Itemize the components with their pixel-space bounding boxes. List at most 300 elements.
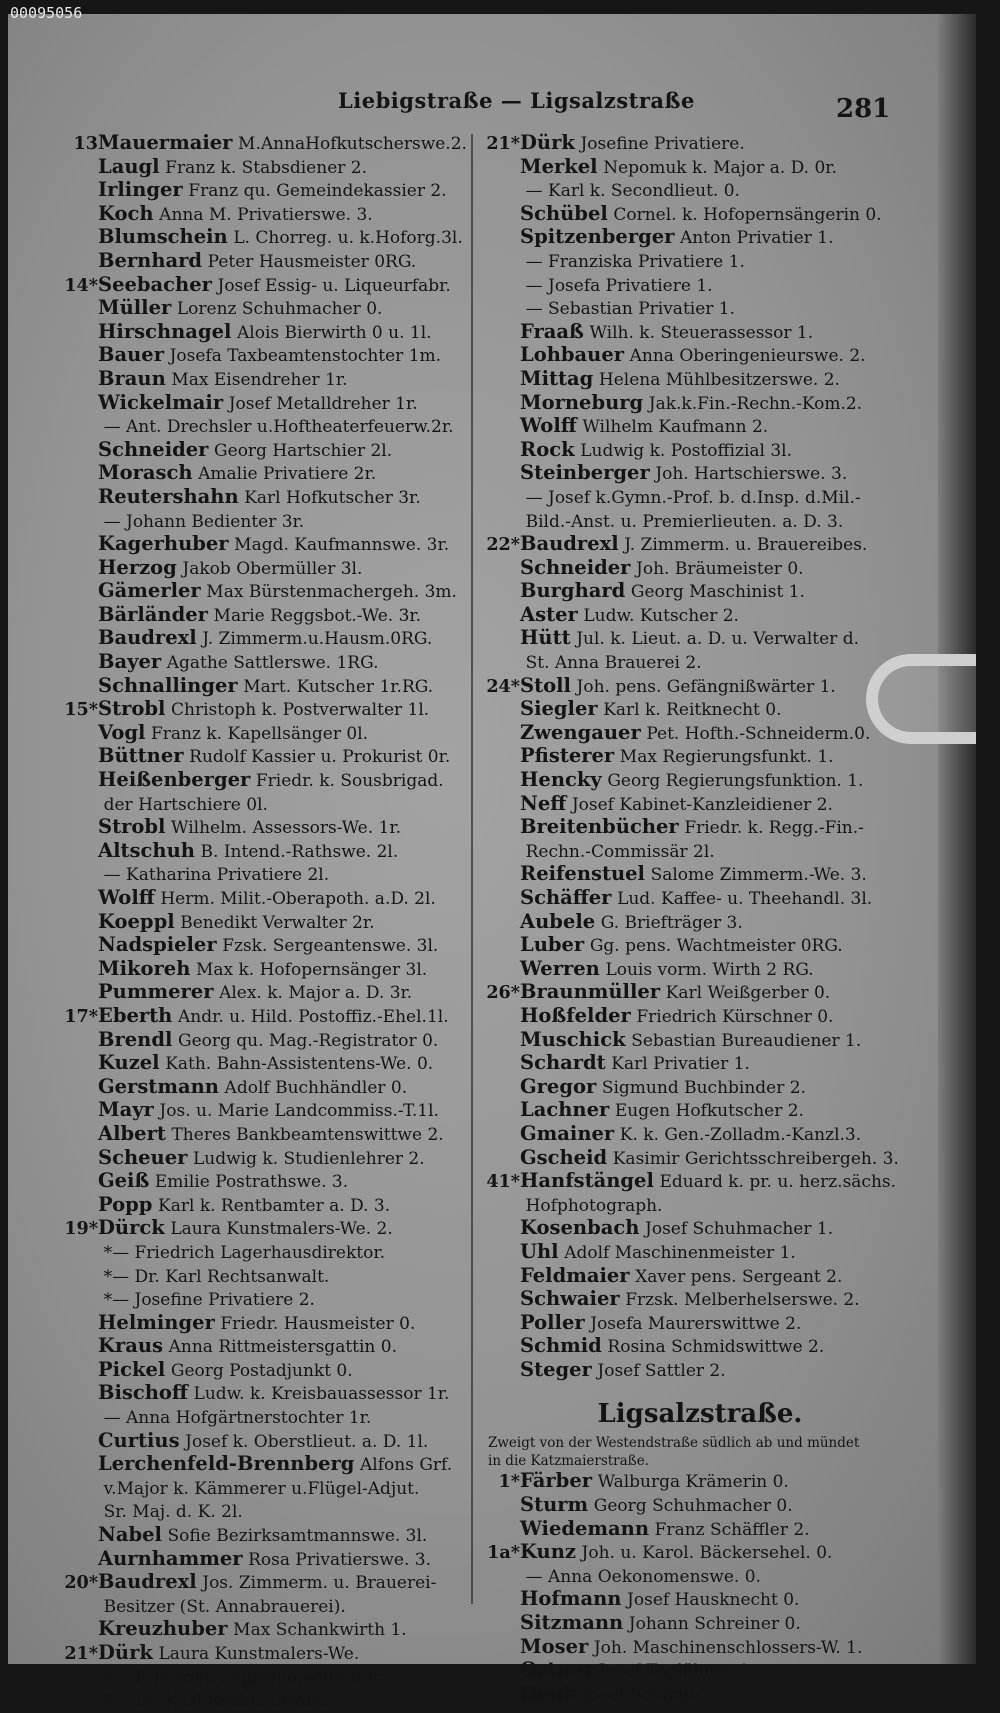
resident-surname: Gerstmann (98, 1074, 219, 1098)
resident-details: Karl k. Reitknecht 0. (603, 700, 782, 721)
resident-details: Franz k. Stabsdiener 2. (165, 157, 368, 178)
directory-entry (480, 1312, 920, 1336)
directory-entry (58, 1265, 478, 1289)
resident-details: K. k. Gen.-Zolladm.-Kanzl.3. (619, 1124, 862, 1145)
directory-entry (480, 863, 920, 887)
directory-entry (58, 604, 478, 628)
resident-details: Franz k. Kapellsänger 0l. (150, 723, 369, 744)
resident-surname: Bauer (98, 343, 164, 367)
resident-details: Joh. Bräumeister 0. (636, 558, 804, 579)
resident-details: Eugen Hofkutscher 2. (614, 1101, 804, 1122)
directory-entry (58, 321, 478, 345)
resident-details: Anna Oberingenieurswe. 2. (629, 346, 866, 367)
left-column (58, 132, 478, 1713)
directory-entry (480, 1194, 920, 1218)
directory-entry (58, 1548, 478, 1572)
house-number: 15* (64, 699, 98, 721)
house-number: 21* (64, 1643, 98, 1664)
resident-surname: Hencky (520, 768, 602, 792)
directory-entry (480, 250, 920, 274)
house-number: 1a* (487, 1542, 520, 1564)
directory-entry (480, 722, 920, 746)
directory-entry (480, 533, 920, 557)
directory-entry (480, 297, 920, 321)
resident-surname: Popp (98, 1192, 153, 1216)
resident-details: Helena Mühlbesitzerswe. 2. (598, 369, 840, 390)
directory-entry (58, 1029, 478, 1053)
resident-details: Ludwig k. Studienlehrer 2. (193, 1148, 425, 1169)
resident-surname: Koch (98, 201, 154, 225)
resident-details: Ludw. Kutscher 2. (583, 605, 739, 626)
resident-details: Mart. Kutscher 1r.RG. (243, 676, 434, 697)
resident-surname: Heißenberger (98, 768, 251, 792)
resident-details: Max Eisendreher 1r. (171, 369, 348, 390)
resident-details: Sigmund Buchbinder 2. (601, 1077, 806, 1098)
house-number: 24* (486, 675, 520, 697)
resident-details: — Johann Bedienter 3r. (103, 511, 305, 532)
resident-details: J. Zimmerm. u. Brauereibes. (624, 535, 868, 556)
directory-entry (58, 510, 478, 534)
resident-surname: Schäffer (520, 886, 612, 909)
resident-surname: Wickelmair (98, 390, 224, 414)
resident-details: Friedr. k. Sousbrigad. (255, 771, 444, 792)
resident-surname: Mikoreh (98, 956, 191, 980)
resident-surname: Morasch (98, 461, 193, 485)
directory-entry (480, 604, 920, 628)
directory-entry (480, 816, 920, 840)
directory-entry (58, 533, 478, 557)
resident-details: Alfons Grf. (360, 1455, 453, 1476)
resident-details: Sofie Bezirksamtmannswe. 3l. (167, 1526, 428, 1547)
resident-details: Franz Schäffler 2. (654, 1519, 810, 1540)
directory-entry (58, 722, 478, 746)
resident-surname: Strobl (98, 815, 166, 839)
resident-surname: Albert (98, 1121, 166, 1145)
resident-surname: Hütt (520, 626, 571, 650)
resident-details: Jul. k. Lieut. a. D. u. Verwalter d. (576, 629, 859, 650)
resident-details: Wilh. k. Steuerassessor 1. (589, 322, 814, 343)
resident-details: Georg Regierungsfunktion. 1. (607, 771, 864, 792)
resident-details: Lud. Kaffee- u. Theehandl. 3l. (617, 889, 873, 909)
directory-entry (58, 557, 478, 581)
resident-surname: Rock (520, 437, 575, 461)
resident-surname: Lerchenfeld-Brennberg (98, 1452, 355, 1476)
directory-entry (480, 1147, 920, 1171)
resident-details: Josef Essig- u. Liqueurfabr. (217, 275, 451, 296)
directory-entry (480, 1265, 920, 1289)
resident-surname: Mayr (98, 1098, 154, 1122)
resident-surname: Hirschnagel (98, 319, 232, 343)
directory-entry (58, 462, 478, 486)
resident-surname: Aster (520, 602, 578, 626)
resident-surname: Mittag (520, 366, 594, 390)
scan-id: 00095056 (10, 4, 83, 22)
directory-entry (480, 179, 920, 203)
section-description-line-1: Zweigt von der Westendstraße südlich ab und mündet (488, 1435, 860, 1452)
directory-entry (58, 1312, 478, 1336)
resident-surname: Wolff (98, 886, 155, 909)
resident-details: Georg qu. Mag.-Registrator 0. (177, 1030, 439, 1051)
section-entries (480, 1470, 920, 1706)
resident-details: Gg. pens. Wachtmeister 0RG. (589, 936, 843, 957)
directory-entry (480, 1683, 920, 1707)
resident-details: Friedr. Hausmeister 0. (220, 1313, 416, 1334)
resident-surname: Scheuer (98, 1145, 188, 1169)
resident-details: Hofphotograph. (525, 1195, 663, 1216)
directory-entry (480, 981, 920, 1005)
directory-entry (58, 958, 478, 982)
resident-surname: Sitzmann (520, 1611, 624, 1635)
resident-details: Laura Kunstmalers-We. (158, 1644, 360, 1664)
resident-surname: Kreuzhuber (98, 1617, 228, 1641)
resident-surname: Bernhard (98, 248, 203, 272)
house-number: 19* (64, 1218, 98, 1240)
resident-details: *— Dr. Karl Rechtsanwalt. (103, 1691, 330, 1712)
directory-entry (58, 1406, 478, 1430)
directory-entry (58, 250, 478, 274)
directory-entry (480, 1612, 920, 1636)
directory-entry (480, 344, 920, 368)
directory-entry (480, 887, 920, 911)
resident-surname: Dürk (520, 131, 575, 154)
resident-details: *— Josefine Privatiere 2. (103, 1290, 315, 1311)
directory-entry (480, 1636, 920, 1660)
resident-details: Peter Hausmeister 0RG. (207, 251, 417, 272)
directory-entry (480, 415, 920, 439)
directory-entry (480, 226, 920, 250)
resident-surname: Neff (520, 791, 567, 815)
directory-entry (480, 1288, 920, 1312)
resident-surname: Gregor (520, 1074, 597, 1098)
resident-surname: Laugl (98, 154, 160, 178)
right-column-entries (480, 132, 920, 1382)
resident-surname: Geiß (98, 1169, 150, 1193)
resident-details: Josef Schuhmacher 1. (645, 1219, 834, 1240)
resident-details: Jak.k.Fin.-Rechn.-Kom.2. (648, 393, 863, 414)
resident-details: Karl Hofkutscher 3r. (244, 487, 421, 508)
resident-details: Georg Postadjunkt 0. (170, 1360, 353, 1381)
resident-details: — Katharina Privatiere 2l. (103, 865, 330, 886)
directory-entry (58, 368, 478, 392)
directory-entry (58, 1642, 478, 1666)
resident-details: Josefa Taxbeamtenstochter 1m. (169, 346, 442, 367)
directory-entry (480, 651, 920, 675)
resident-surname: Seebacher (98, 272, 212, 296)
resident-surname: Bischoff (98, 1381, 188, 1405)
page-header-title: Liebigstraße — Ligsalzstraße (338, 88, 695, 113)
directory-entry (58, 911, 478, 935)
scanned-page (8, 4, 976, 1712)
resident-details: St. Anna Brauerei 2. (525, 653, 702, 674)
resident-details: Joh. pens. Gefängnißwärter 1. (576, 676, 836, 697)
resident-surname: Muschick (520, 1027, 626, 1051)
directory-entry (480, 627, 920, 651)
directory-entry (480, 321, 920, 345)
directory-entry (480, 1029, 920, 1053)
directory-entry (58, 1477, 478, 1501)
resident-details: Xaver pens. Sergeant 2. (635, 1266, 843, 1287)
resident-details: Christoph k. Postverwalter 1l. (171, 700, 430, 721)
resident-surname: Herzog (98, 555, 177, 579)
resident-surname: Werren (520, 956, 600, 980)
directory-entry (58, 981, 478, 1005)
resident-details: Josefa Maurerswittwe 2. (590, 1313, 802, 1334)
resident-surname: Eberth (98, 1003, 173, 1027)
directory-entry (480, 132, 920, 156)
section-title: Ligsalzstraße. (597, 1399, 803, 1430)
resident-details: Adolf Maschinenmeister 1. (564, 1242, 796, 1263)
resident-surname: Morneburg (520, 390, 644, 414)
resident-surname: Kraus (98, 1334, 164, 1358)
right-column (480, 132, 920, 1706)
resident-surname: Nadspieler (98, 933, 217, 957)
resident-surname: Wiedemann (520, 1516, 650, 1540)
resident-surname: Steger (520, 1357, 592, 1381)
resident-details: Emilie Postrathswe. 3. (154, 1172, 349, 1193)
resident-details: Andr. u. Hild. Postoffiz.-Ehel.1l. (177, 1006, 449, 1027)
directory-entry (480, 1217, 920, 1241)
resident-surname: Koeppl (98, 909, 175, 933)
resident-surname: Baudrexl (98, 1570, 197, 1594)
directory-entry (480, 156, 920, 180)
resident-details: M.AnnaHofkutscherswe.2. (238, 134, 467, 154)
resident-details: L. Chorreg. u. k.Hoforg.3l. (233, 228, 463, 249)
directory-entry (480, 1005, 920, 1029)
resident-details: *— Friedrich Lagerhausdirektor. (103, 1242, 386, 1263)
page-edge-shadow (938, 14, 976, 1664)
resident-details: Rosa Privatierswe. 3. (248, 1549, 431, 1570)
directory-entry (480, 274, 920, 298)
directory-entry (58, 698, 478, 722)
directory-entry (58, 934, 478, 958)
resident-details: Kasimir Gerichtsschreibergeh. 3. (612, 1148, 899, 1169)
directory-entry (480, 745, 920, 769)
directory-entry (58, 156, 478, 180)
resident-surname: Sturm (520, 1493, 589, 1517)
directory-entry (480, 769, 920, 793)
directory-entry (480, 911, 920, 935)
resident-details: Friedrich Kürschner 0. (636, 1006, 834, 1027)
resident-details: Karl k. Rentbamter a. D. 3. (158, 1195, 391, 1216)
resident-details: Max k. Hofopernsänger 3l. (195, 959, 428, 980)
directory-entry (58, 1453, 478, 1477)
resident-details: — Ant. Drechsler u.Hoftheaterfeuerw.2r. (103, 417, 454, 438)
resident-details: Pet. Hofth.-Schneiderm.0. (646, 723, 871, 744)
directory-entry (58, 297, 478, 321)
resident-surname: Spitzenberger (520, 225, 675, 249)
resident-details: — Josefa Privatiere 1. (525, 275, 713, 296)
directory-entry (480, 486, 920, 510)
resident-surname: Kunz (520, 1540, 576, 1564)
directory-entry (480, 1123, 920, 1147)
resident-details: Josef Sattler 2. (597, 1360, 726, 1381)
resident-details: *— Dr. Karl Rechtsanwalt. (103, 1266, 330, 1287)
resident-surname: Blumschein (98, 225, 228, 249)
resident-details: Rosina Schmidswittwe 2. (607, 1337, 825, 1358)
resident-surname: Baudrexl (98, 626, 197, 650)
resident-details: Georg Schuhmacher 0. (593, 1496, 793, 1517)
directory-entry (58, 1524, 478, 1548)
resident-details: Anna Rittmeistersgattin 0. (168, 1337, 397, 1358)
directory-entry (480, 1565, 920, 1589)
directory-entry (480, 1588, 920, 1612)
directory-entry (58, 651, 478, 675)
directory-entry (480, 557, 920, 581)
resident-details: Josefine Privatiere. (580, 134, 745, 154)
directory-entry (58, 863, 478, 887)
resident-surname: Uhl (520, 1239, 559, 1263)
resident-surname: Stoll (520, 673, 571, 697)
resident-details: Georg Hartschier 2l. (214, 440, 393, 461)
resident-details: Rudolf Kassier u. Prokurist 0r. (189, 747, 451, 768)
resident-surname: Kagerhuber (98, 532, 229, 556)
resident-surname: Pummerer (98, 980, 214, 1004)
resident-surname: Nabel (98, 1523, 162, 1547)
directory-entry (58, 132, 478, 156)
house-number: 14* (64, 274, 98, 296)
directory-entry (58, 769, 478, 793)
directory-entry (480, 1359, 920, 1383)
resident-details: Herm. Milit.-Oberapoth. a.D. 2l. (160, 889, 436, 909)
directory-entry (58, 675, 478, 699)
directory-entry (58, 1123, 478, 1147)
resident-surname: Kosenbach (520, 1216, 640, 1240)
directory-entry (480, 1541, 920, 1565)
resident-details: Agathe Sattlerswe. 1RG. (166, 653, 379, 674)
directory-entry (58, 1335, 478, 1359)
resident-details: Josef Schmid 2. (582, 1684, 717, 1705)
directory-entry (58, 392, 478, 416)
directory-entry (58, 816, 478, 840)
resident-details: — Anna Hofgärtnerstochter 1r. (103, 1408, 372, 1429)
resident-surname: Ortner (520, 1658, 594, 1682)
directory-entry (480, 439, 920, 463)
resident-surname: Müller (98, 296, 172, 320)
resident-surname: Aubele (520, 909, 596, 933)
resident-details: Wilhelm Kaufmann 2. (582, 417, 769, 438)
resident-surname: Irlinger (98, 178, 183, 202)
directory-entry (58, 1241, 478, 1265)
resident-surname: Burghard (520, 579, 626, 603)
house-number: 22* (486, 534, 520, 556)
resident-surname: Fraaß (520, 319, 584, 343)
resident-surname: Schnallinger (98, 673, 238, 697)
directory-entry (58, 745, 478, 769)
resident-details: Sebastian Bureaudiener 1. (631, 1030, 862, 1051)
directory-entry (58, 439, 478, 463)
resident-details: Nepomuk k. Major a. D. 0r. (603, 157, 837, 178)
directory-entry (480, 203, 920, 227)
resident-details: G. Briefträger 3. (600, 912, 743, 933)
resident-surname: Gmainer (520, 1121, 615, 1145)
directory-entry (58, 1571, 478, 1595)
resident-details: Rechn.-Commissär 2l. (525, 841, 715, 862)
directory-entry (58, 179, 478, 203)
resident-surname: Poller (520, 1310, 585, 1334)
directory-entry (480, 368, 920, 392)
resident-details: Jos. u. Marie Landcommiss.-T.1l. (159, 1101, 439, 1122)
house-number: 1* (498, 1471, 520, 1493)
directory-entry (58, 627, 478, 651)
resident-details: Josef Hausknecht 0. (627, 1590, 800, 1611)
house-number: 20* (64, 1572, 98, 1594)
resident-details: Friedr. k. Regg.-Fin.- (684, 818, 864, 839)
directory-entry (480, 392, 920, 416)
resident-details: Karl Privatier 1. (611, 1054, 750, 1075)
directory-entry (480, 1241, 920, 1265)
directory-entry (58, 887, 478, 911)
directory-entry (480, 1518, 920, 1542)
directory-entry (58, 1689, 478, 1713)
resident-surname: Reifenstuel (520, 862, 645, 886)
resident-details: Laura Kunstmalers-We. 2. (170, 1219, 393, 1240)
directory-entry (480, 934, 920, 958)
page-number: 281 (836, 94, 891, 124)
resident-details: B. Intend.-Rathswe. 2l. (200, 841, 399, 862)
resident-surname: Kuzel (98, 1051, 160, 1075)
resident-details: — Sebastian Privatier 1. (525, 299, 736, 320)
directory-entry (58, 1076, 478, 1100)
directory-entry (480, 1076, 920, 1100)
resident-surname: Pickel (98, 1357, 166, 1381)
house-number: 17* (64, 1005, 98, 1027)
directory-entry (480, 958, 920, 982)
directory-entry (480, 793, 920, 817)
resident-surname: Curtius (98, 1428, 180, 1452)
resident-details: Louis vorm. Wirth 2 RG. (605, 959, 814, 980)
directory-entry (58, 1359, 478, 1383)
resident-details: Fzsk. Sergeantenswe. 3l. (222, 936, 439, 957)
resident-details: Josef k. Oberstlieut. a. D. 1l. (185, 1431, 429, 1452)
directory-entry (58, 203, 478, 227)
directory-entry (480, 580, 920, 604)
directory-entry (58, 1666, 478, 1690)
resident-details: v.Major k. Kämmerer u.Flügel-Adjut. (103, 1478, 420, 1499)
resident-details: der Hartschiere 0l. (103, 794, 268, 815)
resident-surname: Lachner (520, 1098, 610, 1122)
directory-entry (58, 1288, 478, 1312)
resident-surname: Bärländer (98, 602, 208, 626)
resident-details: Sr. Maj. d. K. 2l. (103, 1502, 243, 1523)
directory-entry (58, 1217, 478, 1241)
directory-entry (480, 462, 920, 486)
directory-entry (480, 1099, 920, 1123)
resident-details: Alex. k. Major a. D. 3r. (219, 983, 413, 1004)
resident-details: Eduard k. pr. u. herz.sächs. (659, 1172, 897, 1193)
directory-entry (480, 1052, 920, 1076)
resident-surname: Pfisterer (520, 744, 615, 768)
resident-details: Max Schankwirth 1. (233, 1620, 407, 1641)
resident-details: Salome Zimmerm.-We. 3. (650, 865, 867, 886)
resident-details: Marie Reggsbot.-We. 3r. (213, 605, 422, 626)
resident-details: Josef Metalldreher 1r. (228, 393, 418, 414)
resident-surname: Hanfstängel (520, 1169, 654, 1193)
directory-entry (58, 1618, 478, 1642)
directory-entry (58, 793, 478, 817)
resident-surname: Vogl (98, 720, 146, 744)
resident-surname: Wolff (520, 414, 577, 438)
resident-details: Joh. Maschinenschlossers-W. 1. (593, 1637, 863, 1658)
resident-surname: Gscheid (520, 1145, 608, 1169)
house-number: 26* (486, 982, 520, 1004)
resident-details: Magd. Kaufmannswe. 3r. (234, 535, 450, 556)
resident-details: Walburga Krämerin 0. (597, 1472, 789, 1493)
resident-details: Anton Privatier 1. (680, 228, 834, 249)
directory-entry (58, 1430, 478, 1454)
directory-entry (58, 1052, 478, 1076)
directory-entry (58, 1500, 478, 1524)
resident-surname: Reutershahn (98, 484, 239, 508)
